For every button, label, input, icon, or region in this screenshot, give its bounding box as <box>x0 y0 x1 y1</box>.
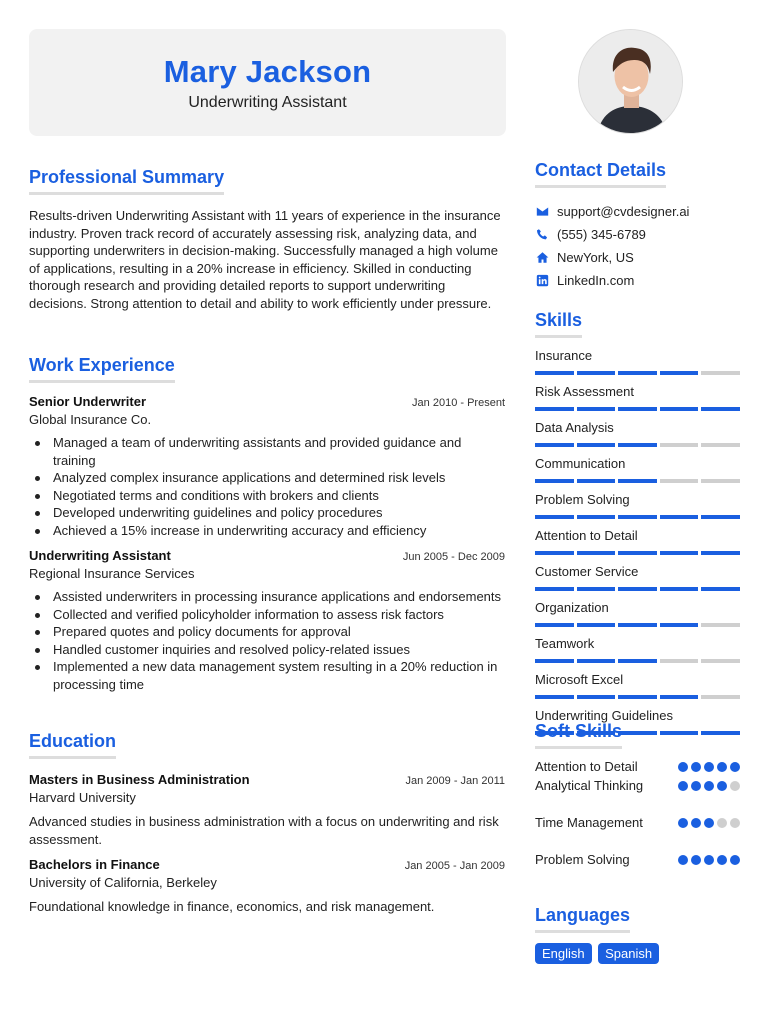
skill-level-segment <box>535 551 574 555</box>
job-company: Global Insurance Co. <box>29 412 152 427</box>
soft-skills-section <box>535 721 740 867</box>
rating-dot <box>691 781 701 791</box>
profile-photo-icon <box>579 30 683 134</box>
education-entry <box>29 772 505 848</box>
skill-item <box>535 636 740 663</box>
experience-heading: Work Experience <box>29 355 175 383</box>
list-item: Analyzed complex insurance applications and determined risk levels <box>29 469 505 487</box>
skill-level-segment <box>701 587 740 591</box>
rating-dot <box>717 855 727 865</box>
degree-title: Masters in Business Administration <box>29 772 250 787</box>
skill-level-segment <box>577 659 616 663</box>
rating-dot <box>691 855 701 865</box>
skill-name: Attention to Detail <box>535 528 638 543</box>
education-description: Advanced studies in business administration with a focus on underwriting and risk assessment. <box>29 814 499 847</box>
contact-text: LinkedIn.com <box>557 273 635 288</box>
rating-dot <box>730 781 740 791</box>
skill-level-bar <box>535 659 740 663</box>
skill-name: Customer Service <box>535 564 639 579</box>
soft-skill-name: Analytical Thinking <box>535 778 644 793</box>
linkedin-icon <box>535 274 549 288</box>
skill-level-segment <box>535 695 574 699</box>
skill-name: Teamwork <box>535 636 595 651</box>
skill-name: Risk Assessment <box>535 384 634 399</box>
skill-level-segment <box>618 551 657 555</box>
job-title: Underwriting Assistant <box>29 548 171 563</box>
skill-level-segment <box>577 443 616 447</box>
list-item: Assisted underwriters in processing insurance applications and endorsements <box>29 588 505 606</box>
soft-skill-rating <box>678 762 740 772</box>
skill-item <box>535 528 740 555</box>
skill-level-segment <box>701 371 740 375</box>
home-icon <box>535 251 549 265</box>
skill-level-segment <box>618 443 657 447</box>
candidate-name: Mary Jackson <box>163 54 372 89</box>
skill-name: Data Analysis <box>535 420 614 435</box>
skill-item <box>535 672 740 699</box>
school-name: University of California, Berkeley <box>29 875 217 890</box>
skill-level-segment <box>660 695 699 699</box>
job-entry <box>29 548 505 693</box>
skill-level-segment <box>618 479 657 483</box>
skills-list <box>535 348 740 735</box>
rating-dot <box>704 762 714 772</box>
skill-level-bar <box>535 479 740 483</box>
rating-dot <box>678 762 688 772</box>
soft-skill-item <box>535 852 740 867</box>
skill-level-segment <box>618 515 657 519</box>
skill-level-bar <box>535 443 740 447</box>
skill-level-segment <box>535 479 574 483</box>
skill-name: Communication <box>535 456 626 471</box>
skill-level-segment <box>701 479 740 483</box>
list-item: Implemented a new data management system resulting in a 20% reduction in processing time <box>29 658 505 693</box>
skill-level-bar <box>535 587 740 591</box>
skill-level-segment <box>577 371 616 375</box>
job-company: Regional Insurance Services <box>29 566 195 581</box>
education-entry <box>29 857 505 916</box>
skill-level-bar <box>535 515 740 519</box>
soft-skill-rating <box>678 781 740 791</box>
job-entry <box>29 394 505 539</box>
skill-item <box>535 384 740 411</box>
languages-heading: Languages <box>535 905 630 933</box>
languages-list <box>535 943 740 964</box>
contact-text: NewYork, US <box>557 250 634 265</box>
skill-level-segment <box>701 407 740 411</box>
rating-dot <box>704 818 714 828</box>
skill-level-segment <box>701 623 740 627</box>
skill-level-bar <box>535 551 740 555</box>
soft-skill-name: Time Management <box>535 815 643 830</box>
rating-dot <box>678 818 688 828</box>
degree-title: Bachelors in Finance <box>29 857 160 872</box>
rating-dot <box>691 762 701 772</box>
skill-level-segment <box>660 443 699 447</box>
skill-level-segment <box>535 587 574 591</box>
contact-email[interactable] <box>535 200 740 223</box>
education-date: Jan 2009 - Jan 2011 <box>405 775 505 787</box>
skill-name: Organization <box>535 600 609 615</box>
job-title: Senior Underwriter <box>29 394 147 409</box>
skill-level-segment <box>535 659 574 663</box>
skill-item <box>535 420 740 447</box>
skill-level-segment <box>618 623 657 627</box>
skill-level-segment <box>701 695 740 699</box>
summary-section <box>29 167 505 312</box>
rating-dot <box>730 855 740 865</box>
contact-linkedin[interactable] <box>535 269 740 292</box>
summary-heading: Professional Summary <box>29 167 224 195</box>
skill-level-segment <box>660 371 699 375</box>
skill-item <box>535 348 740 375</box>
job-bullets <box>29 588 505 693</box>
list-item: Managed a team of underwriting assistants and provided guidance and training <box>29 434 505 469</box>
education-description: Foundational knowledge in finance, economics, and risk management. <box>29 899 435 914</box>
skill-level-bar <box>535 407 740 411</box>
job-bullets <box>29 434 505 539</box>
skill-level-segment <box>701 515 740 519</box>
skill-level-segment <box>660 479 699 483</box>
skill-name: Microsoft Excel <box>535 672 624 687</box>
contact-text: (555) 345-6789 <box>557 227 646 242</box>
job-date: Jan 2010 - Present <box>412 397 505 409</box>
skill-level-segment <box>701 659 740 663</box>
skill-level-segment <box>577 479 616 483</box>
skill-item <box>535 492 740 519</box>
soft-skills-list <box>535 759 740 867</box>
skill-level-segment <box>535 407 574 411</box>
list-item: Developed underwriting guidelines and policy procedures <box>29 504 505 522</box>
skill-level-segment <box>577 587 616 591</box>
skill-item <box>535 564 740 591</box>
summary-text: Results-driven Underwriting Assistant with 11 years of experience in the insurance industry. Proven track record of accurately assessing risk, analyzing data, and supporting underwriters in decision-making. Successfully managed a high volume of applications, resulting in a 20% increase in efficiency. Skilled in conducting thorough research and providing detailed reports to support underwriting decisions. Strong attention to detail and ability to work efficiently under pressure. <box>29 208 501 311</box>
avatar <box>578 29 683 134</box>
skill-level-segment <box>660 551 699 555</box>
skill-level-segment <box>660 407 699 411</box>
rating-dot <box>717 762 727 772</box>
skill-level-bar <box>535 623 740 627</box>
header-card <box>29 29 506 136</box>
rating-dot <box>704 781 714 791</box>
rating-dot <box>678 781 688 791</box>
soft-skill-item <box>535 815 740 830</box>
rating-dot <box>730 762 740 772</box>
skill-level-segment <box>660 515 699 519</box>
contact-section <box>535 160 740 292</box>
skill-name: Underwriting Guidelines <box>535 708 674 723</box>
skill-level-segment <box>701 443 740 447</box>
candidate-title: Underwriting Assistant <box>188 94 347 111</box>
contact-heading: Contact Details <box>535 160 666 188</box>
list-item: Prepared quotes and policy documents for approval <box>29 623 505 641</box>
skill-level-segment <box>535 623 574 627</box>
rating-dot <box>704 855 714 865</box>
skill-level-segment <box>660 659 699 663</box>
skill-level-segment <box>577 551 616 555</box>
skill-name: Insurance <box>535 348 593 363</box>
skill-level-segment <box>535 371 574 375</box>
rating-dot <box>717 781 727 791</box>
list-item: Collected and verified policyholder information to assess risk factors <box>29 606 505 624</box>
skill-name: Problem Solving <box>535 492 630 507</box>
skill-level-bar <box>535 695 740 699</box>
soft-skill-rating <box>678 818 740 828</box>
language-badge: Spanish <box>598 943 659 964</box>
skill-item <box>535 456 740 483</box>
rating-dot <box>678 855 688 865</box>
skill-level-segment <box>618 659 657 663</box>
skill-level-segment <box>618 371 657 375</box>
skill-level-segment <box>618 695 657 699</box>
skills-heading: Skills <box>535 310 582 338</box>
skill-level-segment <box>701 551 740 555</box>
education-date: Jan 2005 - Jan 2009 <box>404 860 505 872</box>
envelope-icon <box>535 205 549 219</box>
experience-section <box>29 355 505 693</box>
skill-item <box>535 600 740 627</box>
skill-level-segment <box>660 623 699 627</box>
skill-level-segment <box>577 623 616 627</box>
skill-level-bar <box>535 371 740 375</box>
job-date: Jun 2005 - Dec 2009 <box>402 551 505 563</box>
skill-level-segment <box>535 443 574 447</box>
education-heading: Education <box>29 731 116 759</box>
skill-level-segment <box>618 407 657 411</box>
list-item: Achieved a 15% increase in underwriting accuracy and efficiency <box>29 522 505 540</box>
languages-section <box>535 905 740 964</box>
skill-level-segment <box>577 695 616 699</box>
skill-level-segment <box>535 515 574 519</box>
soft-skills-heading: Soft Skills <box>535 721 622 749</box>
soft-skill-item <box>535 759 740 774</box>
rating-dot <box>691 818 701 828</box>
skill-level-segment <box>618 587 657 591</box>
list-item: Handled customer inquiries and resolved policy-related issues <box>29 641 505 659</box>
contact-phone[interactable] <box>535 223 740 246</box>
language-badge: English <box>535 943 592 964</box>
skill-level-segment <box>577 407 616 411</box>
rating-dot <box>730 818 740 828</box>
school-name: Harvard University <box>29 790 136 805</box>
list-item: Negotiated terms and conditions with brokers and clients <box>29 487 505 505</box>
education-section <box>29 731 505 916</box>
skills-section <box>535 310 740 744</box>
phone-icon <box>535 228 549 242</box>
soft-skill-name: Attention to Detail <box>535 759 638 774</box>
contact-text: support@cvdesigner.ai <box>557 204 690 219</box>
soft-skill-rating <box>678 855 740 865</box>
skill-level-segment <box>660 587 699 591</box>
rating-dot <box>717 818 727 828</box>
soft-skill-name: Problem Solving <box>535 852 630 867</box>
contact-location <box>535 246 740 269</box>
skill-level-segment <box>577 515 616 519</box>
soft-skill-item <box>535 778 740 793</box>
